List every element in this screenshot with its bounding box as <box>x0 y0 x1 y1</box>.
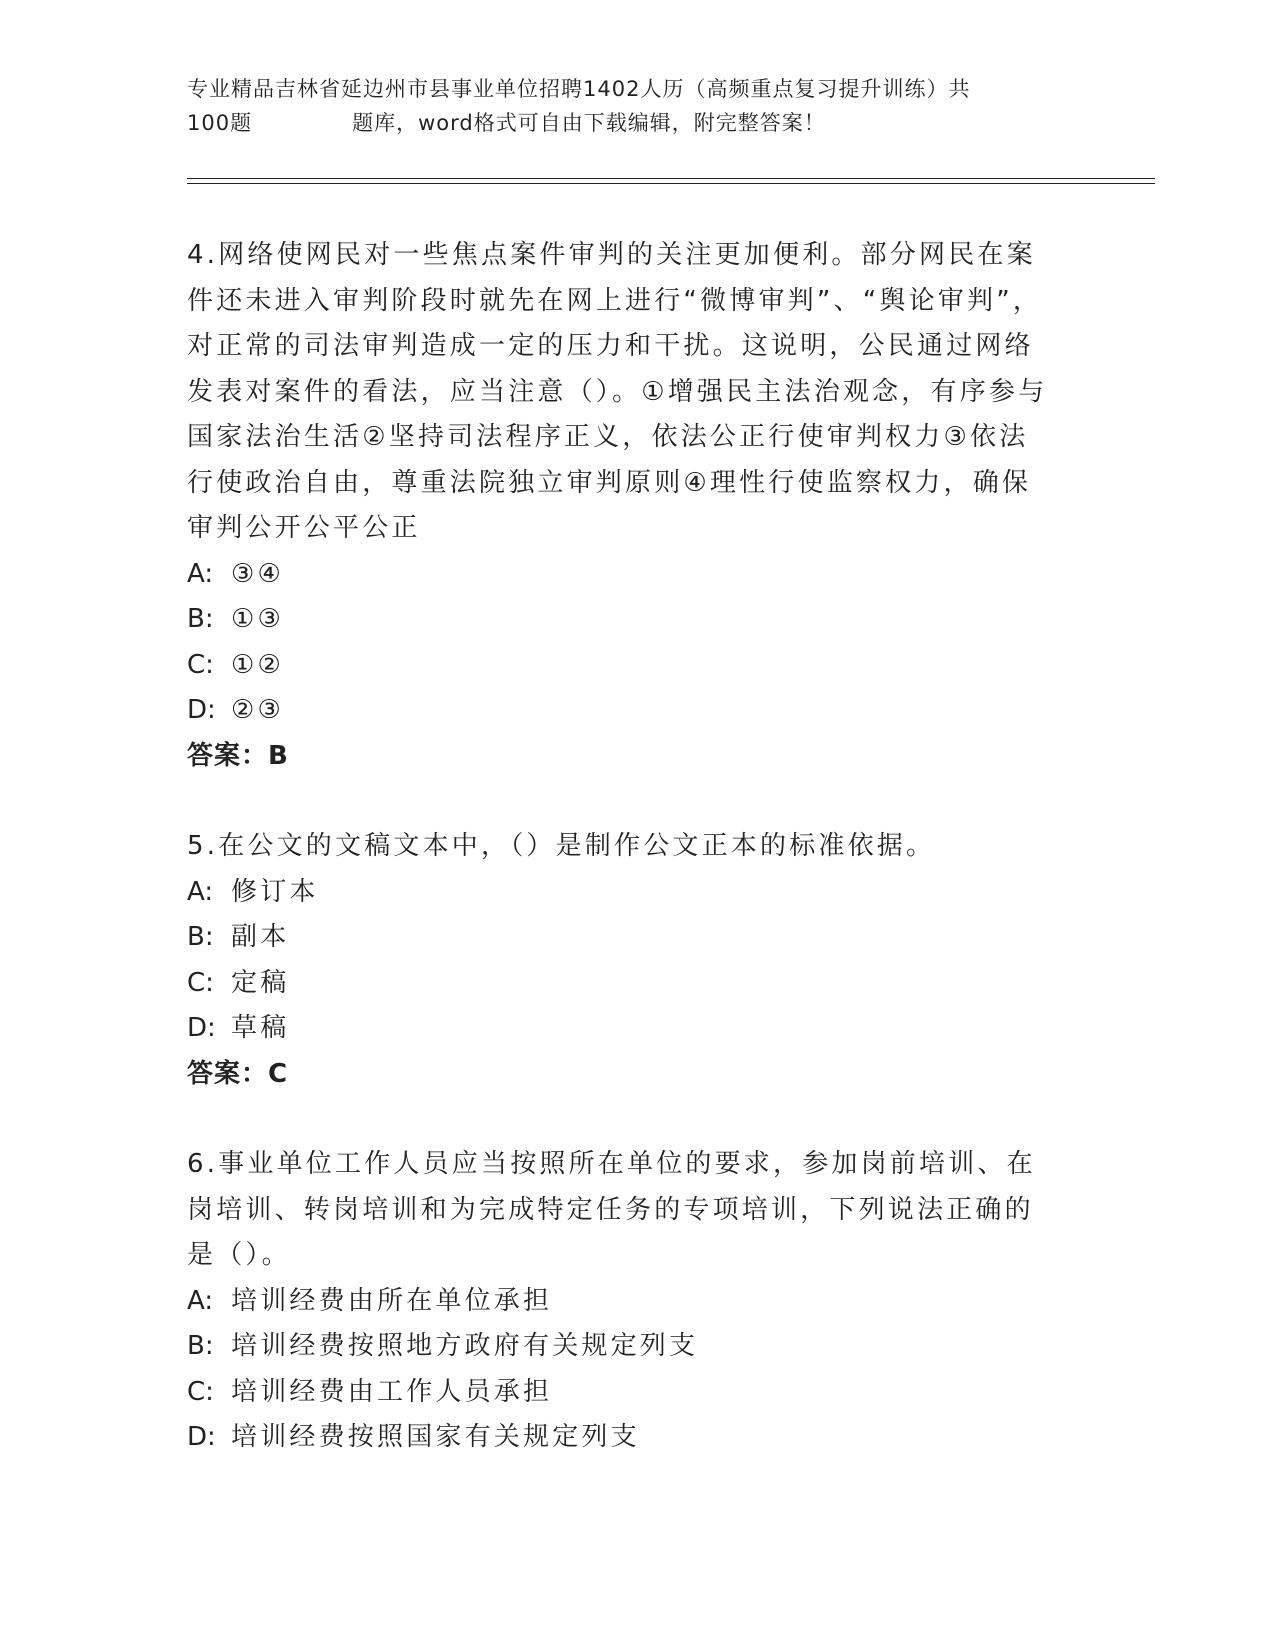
option-text: 定稿 <box>231 967 290 998</box>
option-text: 副本 <box>231 922 290 952</box>
question-4 <box>187 233 1057 779</box>
option-c <box>187 1370 1057 1416</box>
question-text: 5.在公文的文稿文本中，（）是制作公文正本的标准依据。 <box>187 831 936 861</box>
question-text: 4.网络使网民对一些焦点案件审判的关注更加便利。部分网民在案件还未进入审判阶段时就先在网上进行“微博审判”、“舆论审判”，对正常的司法审判造成一定的压力和干扰。这说明，公民通过网络发表对案件的看法，应当注意（）。①增强民主法治观念，有序参与国家法治生活②坚持司法程序正义，依法公正行使审判权力③依法行使政治自由，尊重法院独立审判原则④理性行使监察权力，确保审判公开公平公正 <box>187 240 1048 543</box>
option-letter: B: <box>187 1331 214 1361</box>
option-c <box>187 961 1057 1007</box>
answer: 答案：B <box>187 740 289 771</box>
option-text: ②③ <box>231 695 285 725</box>
option-text: 培训经费按照国家有关规定列支 <box>231 1422 640 1452</box>
option-text: 培训经费由工作人员承担 <box>231 1376 553 1407</box>
option-letter: A: <box>187 558 214 589</box>
option-letter: A: <box>187 876 214 907</box>
header-line-1: 专业精品吉林省延边州市县事业单位招聘1402人历（高频重点复习提升训练）共 <box>187 77 971 101</box>
option-a <box>187 870 1057 916</box>
header-divider-top <box>187 178 1155 179</box>
option-text: 草稿 <box>231 1013 290 1043</box>
option-letter: D: <box>187 1422 216 1452</box>
option-d <box>187 1415 1057 1461</box>
question-text: 6.事业单位工作人员应当按照所在单位的要求，参加岗前培训、在岗培训、转岗培训和为完成特定任务的专项培训，下列说法正确的是（）。 <box>187 1149 1036 1270</box>
option-letter: B: <box>187 604 214 634</box>
option-text: 修订本 <box>231 876 319 907</box>
option-text: ③④ <box>231 558 285 589</box>
option-text: ①③ <box>231 604 285 634</box>
option-letter: D: <box>187 1013 216 1043</box>
option-letter: C: <box>187 1376 214 1407</box>
option-b <box>187 1324 1057 1370</box>
header-line-2 <box>187 106 1087 140</box>
header-divider-bottom <box>187 183 1155 184</box>
option-letter: C: <box>187 649 214 680</box>
option-b <box>187 915 1057 961</box>
option-a <box>187 1279 1057 1325</box>
option-d <box>187 688 1057 734</box>
question-6 <box>187 1142 1057 1461</box>
option-d <box>187 1006 1057 1052</box>
header-description: 题库，word格式可自由下载编辑，附完整答案！ <box>352 111 826 135</box>
option-a <box>187 552 1057 598</box>
option-letter: C: <box>187 967 214 998</box>
option-letter: D: <box>187 695 216 725</box>
option-text: 培训经费由所在单位承担 <box>231 1285 553 1316</box>
question-5 <box>187 824 1057 1097</box>
header-question-count: 100题 <box>187 111 253 135</box>
option-letter: A: <box>187 1285 214 1316</box>
option-text: 培训经费按照地方政府有关规定列支 <box>231 1331 699 1361</box>
document-header <box>187 72 1087 140</box>
option-text: ①② <box>231 649 285 680</box>
option-letter: B: <box>187 922 214 952</box>
option-c <box>187 643 1057 689</box>
answer: 答案：C <box>187 1058 289 1089</box>
option-b <box>187 597 1057 643</box>
